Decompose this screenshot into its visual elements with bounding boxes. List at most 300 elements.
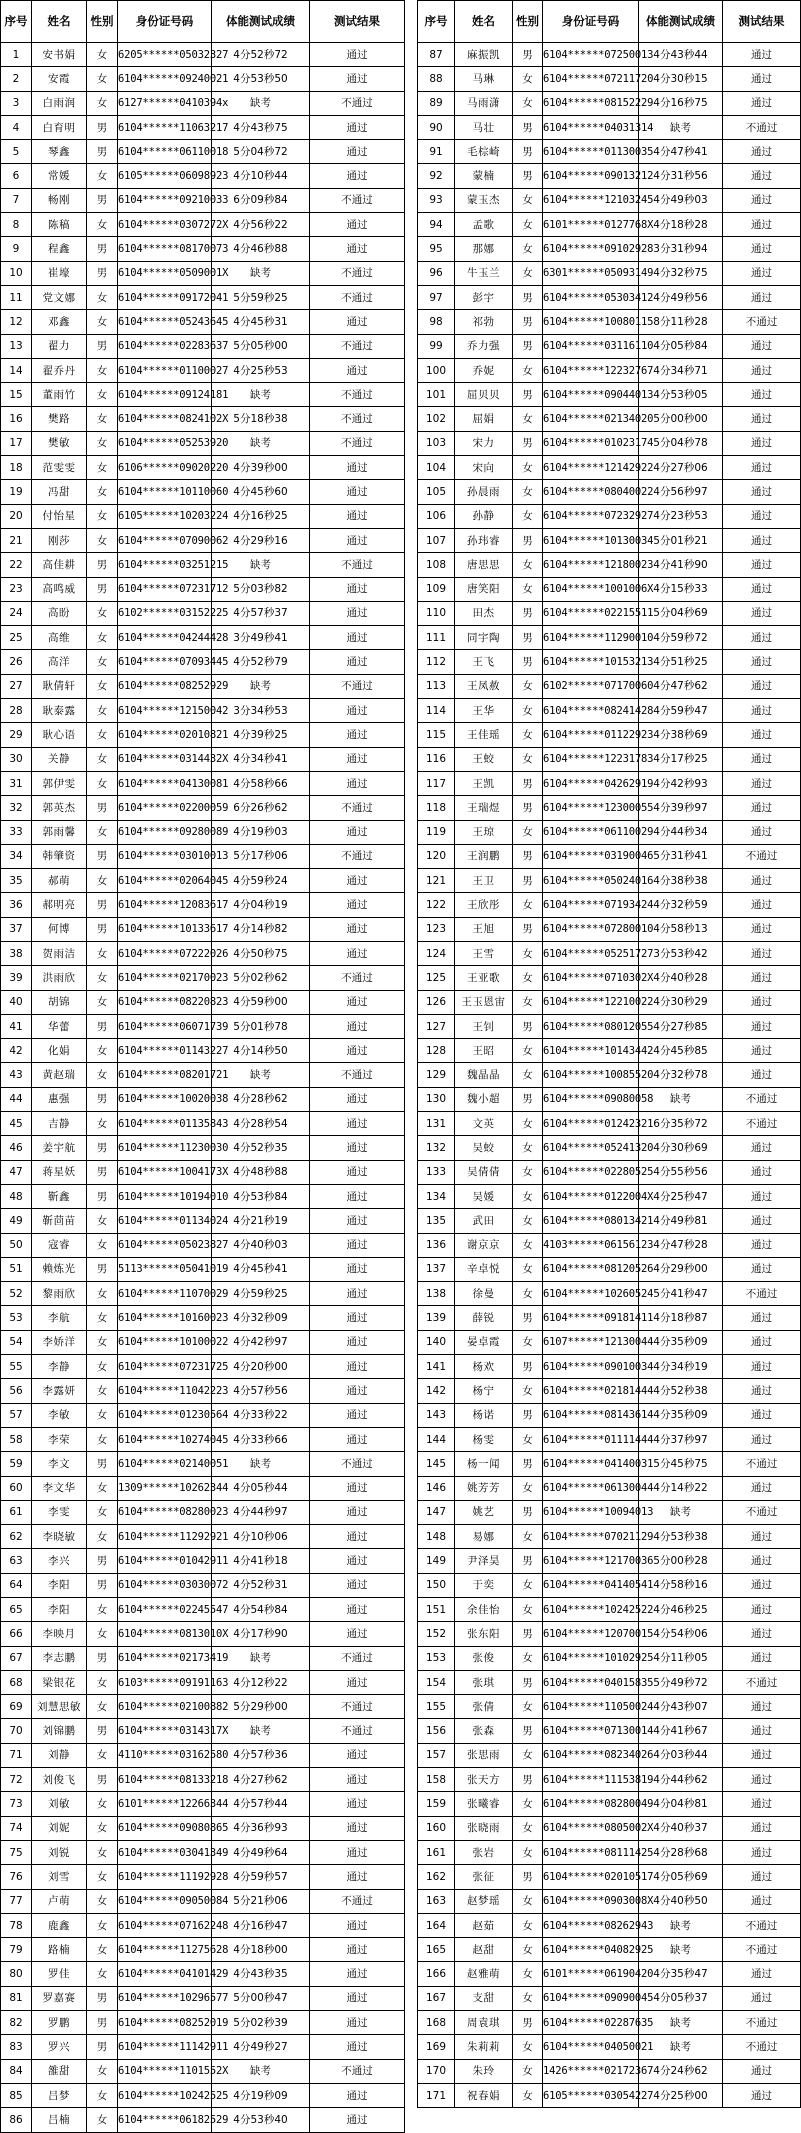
- row-score: 4分30秒15: [639, 67, 723, 91]
- table-row: [418, 2011, 801, 2035]
- row-score: 4分32秒78: [639, 1063, 723, 1087]
- row-gender: 女: [87, 431, 118, 455]
- row-gender: 女: [87, 1865, 118, 1889]
- row-id-number: 6104******09124181: [118, 383, 212, 407]
- row-seq: 148: [418, 1525, 455, 1549]
- row-seq: 44: [1, 1087, 32, 1111]
- row-score: 8分11秒28: [639, 310, 723, 334]
- row-seq: 163: [418, 1889, 455, 1913]
- table-row: [1, 1695, 405, 1719]
- row-seq: 165: [418, 1938, 455, 1962]
- row-id-number: 6107******12130044: [543, 1330, 639, 1354]
- row-gender: 女: [87, 1792, 118, 1816]
- row-score: 4分40秒28: [639, 966, 723, 990]
- row-id-number: 6104******08111425: [543, 1840, 639, 1864]
- row-name: 李兴: [32, 1549, 87, 1573]
- row-result: 通过: [310, 1598, 405, 1622]
- row-name: 于奕: [455, 1573, 513, 1597]
- row-gender: 女: [513, 990, 543, 1014]
- row-seq: 147: [418, 1500, 455, 1524]
- row-result: 通过: [310, 1379, 405, 1403]
- row-seq: 166: [418, 1962, 455, 1986]
- row-score: 4分48秒88: [212, 1160, 310, 1184]
- row-name: 王华: [455, 699, 513, 723]
- row-id-number: 6104******02100882: [118, 1695, 212, 1719]
- row-gender: 男: [513, 334, 543, 358]
- table-row: [1, 383, 405, 407]
- row-score: 4分43秒75: [212, 115, 310, 139]
- row-gender: 男: [513, 650, 543, 674]
- row-gender: 女: [87, 869, 118, 893]
- row-result: 通过: [310, 1184, 405, 1208]
- row-result: 通过: [310, 358, 405, 382]
- row-score: 缺考: [212, 1452, 310, 1476]
- row-result: 通过: [310, 115, 405, 139]
- row-name: 罗佳: [32, 1962, 87, 1986]
- row-score: 3分34秒53: [212, 699, 310, 723]
- row-score: 5分04秒69: [639, 601, 723, 625]
- row-score: 6分09秒84: [212, 188, 310, 212]
- row-name: 赵梦瑶: [455, 1889, 513, 1913]
- table-row: [1, 43, 405, 67]
- row-name: 李敏: [32, 1403, 87, 1427]
- row-id-number: 6104******10143442: [543, 1039, 639, 1063]
- row-seq: 76: [1, 1865, 32, 1889]
- row-result: 通过: [723, 285, 801, 309]
- table-row: [1, 1743, 405, 1767]
- row-id-number: 6101******0127768X: [543, 213, 639, 237]
- row-score: 4分35秒09: [639, 1330, 723, 1354]
- row-gender: 男: [87, 553, 118, 577]
- row-gender: 女: [87, 650, 118, 674]
- table-row: [418, 723, 801, 747]
- row-id-number: 6104******11230030: [118, 1136, 212, 1160]
- row-score: 缺考: [639, 1087, 723, 1111]
- row-name: 王瑞煜: [455, 796, 513, 820]
- row-gender: 女: [513, 188, 543, 212]
- row-result: 通过: [723, 1403, 801, 1427]
- row-id-number: 6104******12232767: [543, 358, 639, 382]
- row-seq: 140: [418, 1330, 455, 1354]
- row-gender: 女: [87, 2083, 118, 2107]
- row-gender: 女: [513, 1646, 543, 1670]
- row-seq: 110: [418, 601, 455, 625]
- table-row: [1, 1427, 405, 1451]
- row-id-number: 6104******11153819: [543, 1768, 639, 1792]
- row-result: 通过: [723, 990, 801, 1014]
- row-gender: 女: [513, 407, 543, 431]
- row-id-number: 6104******1101552X: [118, 2059, 212, 2083]
- row-gender: 男: [87, 237, 118, 261]
- row-name: 李文: [32, 1452, 87, 1476]
- row-score: 4分58秒66: [212, 771, 310, 795]
- table-row: [418, 990, 801, 1014]
- table-row: [1, 2035, 405, 2059]
- row-seq: 63: [1, 1549, 32, 1573]
- row-seq: 124: [418, 941, 455, 965]
- row-result: 通过: [723, 1598, 801, 1622]
- row-seq: 13: [1, 334, 32, 358]
- row-name: 郝萌: [32, 869, 87, 893]
- row-score: 4分49秒81: [639, 1209, 723, 1233]
- table-row: [1, 723, 405, 747]
- row-seq: 113: [418, 674, 455, 698]
- table-row: [1, 1719, 405, 1743]
- row-seq: 3: [1, 91, 32, 115]
- table-row: [418, 1087, 801, 1111]
- row-name: 宋力: [455, 431, 513, 455]
- header-name: 姓名: [32, 1, 87, 43]
- row-id-number: 6104******12070015: [543, 1622, 639, 1646]
- row-seq: 21: [1, 528, 32, 552]
- row-id-number: 6104******10085520: [543, 1063, 639, 1087]
- row-result: 不通过: [310, 2059, 405, 2083]
- table-row: [418, 1209, 801, 1233]
- row-score: 4分57秒56: [212, 1379, 310, 1403]
- row-score: 缺考: [212, 2059, 310, 2083]
- row-seq: 151: [418, 1598, 455, 1622]
- row-result: 通过: [723, 164, 801, 188]
- row-seq: 59: [1, 1452, 32, 1476]
- row-id-number: 6104******01100027: [118, 358, 212, 382]
- row-name: 高维: [32, 626, 87, 650]
- row-id-number: 6104******10160023: [118, 1306, 212, 1330]
- table-row: [1, 1622, 405, 1646]
- row-name: 马琳: [455, 67, 513, 91]
- row-score: 4分24秒62: [639, 2059, 723, 2083]
- row-id-number: 6104******12210022: [543, 990, 639, 1014]
- row-name: 张思雨: [455, 1743, 513, 1767]
- row-gender: 女: [87, 820, 118, 844]
- row-id-number: 6104******08241428: [543, 699, 639, 723]
- table-row: [418, 1840, 801, 1864]
- row-gender: 男: [513, 626, 543, 650]
- row-id-number: 6104******01122923: [543, 723, 639, 747]
- row-seq: 16: [1, 407, 32, 431]
- row-seq: 64: [1, 1573, 32, 1597]
- table-row: [1, 2011, 405, 2035]
- row-name: 李文华: [32, 1476, 87, 1500]
- row-seq: 92: [418, 164, 455, 188]
- row-gender: 女: [87, 941, 118, 965]
- table-row: [1, 1330, 405, 1354]
- row-result: 不通过: [310, 966, 405, 990]
- table-row: [418, 188, 801, 212]
- row-name: 洪雨欣: [32, 966, 87, 990]
- row-id-number: 4110******03162580: [118, 1743, 212, 1767]
- table-header-row: [418, 1, 801, 43]
- row-seq: 61: [1, 1500, 32, 1524]
- row-result: 不通过: [310, 844, 405, 868]
- table-row: [418, 966, 801, 990]
- row-seq: 27: [1, 674, 32, 698]
- row-gender: 男: [513, 1403, 543, 1427]
- row-score: 缺考: [639, 1913, 723, 1937]
- row-score: 5分18秒38: [212, 407, 310, 431]
- row-seq: 49: [1, 1209, 32, 1233]
- row-result: 不通过: [723, 1938, 801, 1962]
- row-name: 唐笑阳: [455, 577, 513, 601]
- table-row: [418, 650, 801, 674]
- row-score: 4分35秒47: [639, 1962, 723, 1986]
- row-score: 5分01秒21: [639, 528, 723, 552]
- row-result: 不通过: [723, 1913, 801, 1937]
- table-row: [418, 1112, 801, 1136]
- row-score: 缺考: [212, 383, 310, 407]
- row-result: 通过: [310, 820, 405, 844]
- row-score: 4分47秒41: [639, 140, 723, 164]
- row-seq: 99: [418, 334, 455, 358]
- row-name: 姚艺: [455, 1500, 513, 1524]
- row-id-number: 6104******02280525: [543, 1160, 639, 1184]
- row-gender: 女: [513, 480, 543, 504]
- row-name: 马壮: [455, 115, 513, 139]
- row-gender: 女: [87, 1816, 118, 1840]
- row-score: 4分28秒68: [639, 1840, 723, 1864]
- row-score: 5分00秒28: [639, 1549, 723, 1573]
- row-seq: 141: [418, 1355, 455, 1379]
- row-gender: 男: [87, 261, 118, 285]
- row-name: 王钊: [455, 1014, 513, 1038]
- table-row: [418, 1452, 801, 1476]
- table-row: [1, 796, 405, 820]
- row-score: 3分31秒94: [639, 237, 723, 261]
- row-seq: 6: [1, 164, 32, 188]
- table-row: [1, 2083, 405, 2107]
- row-name: 王旭: [455, 917, 513, 941]
- row-gender: 女: [513, 1792, 543, 1816]
- row-name: 李航: [32, 1306, 87, 1330]
- row-gender: 女: [87, 456, 118, 480]
- row-seq: 12: [1, 310, 32, 334]
- row-gender: 男: [513, 1719, 543, 1743]
- row-name: 樊路: [32, 407, 87, 431]
- row-seq: 34: [1, 844, 32, 868]
- row-gender: 女: [87, 358, 118, 382]
- row-name: 王飞: [455, 650, 513, 674]
- row-gender: 女: [513, 1743, 543, 1767]
- table-row: [418, 577, 801, 601]
- row-gender: 女: [87, 699, 118, 723]
- row-score: 4分58秒16: [639, 1573, 723, 1597]
- row-gender: 女: [513, 213, 543, 237]
- row-seq: 85: [1, 2083, 32, 2107]
- row-gender: 男: [513, 310, 543, 334]
- row-id-number: 6104******06071739: [118, 1014, 212, 1038]
- row-name: 余佳怡: [455, 1598, 513, 1622]
- row-result: 不通过: [723, 1282, 801, 1306]
- row-name: 李映月: [32, 1622, 87, 1646]
- row-seq: 153: [418, 1646, 455, 1670]
- row-result: 通过: [310, 1355, 405, 1379]
- row-id-number: 6104******04031314: [543, 115, 639, 139]
- row-id-number: 6104******10130034: [543, 528, 639, 552]
- row-id-number: 6104******0509001X: [118, 261, 212, 285]
- row-gender: 女: [513, 820, 543, 844]
- row-result: 不通过: [723, 1670, 801, 1694]
- table-row: [418, 237, 801, 261]
- table-row: [418, 1525, 801, 1549]
- row-score: 4分04秒81: [639, 1792, 723, 1816]
- row-id-number: 6104******08120526: [543, 1257, 639, 1281]
- row-gender: 女: [87, 723, 118, 747]
- row-result: 通过: [310, 1865, 405, 1889]
- row-score: 5分02秒62: [212, 966, 310, 990]
- row-name: 张曦睿: [455, 1792, 513, 1816]
- table-row: [418, 1670, 801, 1694]
- row-id-number: 6104******08220823: [118, 990, 212, 1014]
- row-result: 通过: [310, 1282, 405, 1306]
- row-seq: 96: [418, 261, 455, 285]
- row-id-number: 6104******0710302X: [543, 966, 639, 990]
- row-id-number: 6104******03030072: [118, 1573, 212, 1597]
- row-id-number: 6104******08234026: [543, 1743, 639, 1767]
- row-seq: 152: [418, 1622, 455, 1646]
- table-row: [1, 577, 405, 601]
- row-score: 4分47秒62: [639, 674, 723, 698]
- row-score: 5分01秒78: [212, 1014, 310, 1038]
- row-seq: 68: [1, 1670, 32, 1694]
- row-gender: 女: [513, 1330, 543, 1354]
- row-seq: 15: [1, 383, 32, 407]
- row-score: 缺考: [639, 115, 723, 139]
- row-result: 通过: [723, 893, 801, 917]
- row-score: 4分44秒97: [212, 1500, 310, 1524]
- row-seq: 137: [418, 1257, 455, 1281]
- table-row: [1, 747, 405, 771]
- row-name: 付怡星: [32, 504, 87, 528]
- row-seq: 79: [1, 1938, 32, 1962]
- row-score: 4分25秒53: [212, 358, 310, 382]
- row-name: 蒙玉杰: [455, 188, 513, 212]
- row-gender: 男: [87, 893, 118, 917]
- row-result: 通过: [723, 796, 801, 820]
- table-row: [418, 1865, 801, 1889]
- row-id-number: 6106******09020220: [118, 456, 212, 480]
- row-id-number: 6104******12150042: [118, 699, 212, 723]
- row-seq: 43: [1, 1063, 32, 1087]
- row-result: 通过: [310, 1670, 405, 1694]
- row-seq: 58: [1, 1427, 32, 1451]
- row-score: 4分19秒09: [212, 2083, 310, 2107]
- row-seq: 118: [418, 796, 455, 820]
- row-seq: 40: [1, 990, 32, 1014]
- row-result: 通过: [723, 723, 801, 747]
- row-gender: 女: [87, 1476, 118, 1500]
- row-score: 4分25秒00: [639, 2083, 723, 2107]
- row-id-number: 6104******02010821: [118, 723, 212, 747]
- row-score: 4分18秒28: [639, 213, 723, 237]
- row-id-number: 6104******02287635: [543, 2011, 639, 2035]
- table-row: [1, 431, 405, 455]
- row-score: 4分14秒50: [212, 1039, 310, 1063]
- row-gender: 女: [513, 553, 543, 577]
- row-id-number: 6104******11063217: [118, 115, 212, 139]
- row-result: 不通过: [310, 1889, 405, 1913]
- table-row: [418, 1646, 801, 1670]
- row-seq: 94: [418, 213, 455, 237]
- table-row: [1, 1160, 405, 1184]
- row-seq: 36: [1, 893, 32, 917]
- row-name: 张俊: [455, 1646, 513, 1670]
- row-name: 董雨竹: [32, 383, 87, 407]
- table-row: [1, 2059, 405, 2083]
- row-score: 4分28秒54: [212, 1112, 310, 1136]
- row-gender: 女: [87, 1039, 118, 1063]
- row-gender: 男: [513, 2011, 543, 2035]
- row-id-number: 6104******09280089: [118, 820, 212, 844]
- row-gender: 女: [87, 528, 118, 552]
- row-score: 4分57秒44: [212, 1792, 310, 1816]
- row-score: 4分53秒05: [639, 383, 723, 407]
- row-seq: 127: [418, 1014, 455, 1038]
- row-gender: 女: [87, 966, 118, 990]
- row-gender: 女: [87, 1233, 118, 1257]
- row-name: 郝明亮: [32, 893, 87, 917]
- row-gender: 男: [513, 528, 543, 552]
- table-row: [418, 601, 801, 625]
- row-name: 王雪: [455, 941, 513, 965]
- row-seq: 120: [418, 844, 455, 868]
- row-gender: 女: [513, 1427, 543, 1451]
- row-seq: 1: [1, 43, 32, 67]
- row-gender: 女: [87, 1670, 118, 1694]
- row-gender: 女: [513, 1257, 543, 1281]
- row-score: 4分43秒35: [212, 1962, 310, 1986]
- row-seq: 93: [418, 188, 455, 212]
- row-seq: 87: [418, 43, 455, 67]
- row-gender: 男: [513, 796, 543, 820]
- row-id-number: 6104******0813010X: [118, 1622, 212, 1646]
- row-name: 孙晨雨: [455, 480, 513, 504]
- row-score: 4分30秒29: [639, 990, 723, 1014]
- row-result: 不通过: [310, 674, 405, 698]
- row-gender: 女: [87, 310, 118, 334]
- row-name: 高佳耕: [32, 553, 87, 577]
- table-row: [1, 1938, 405, 1962]
- table-row: [418, 91, 801, 115]
- row-name: 程鑫: [32, 237, 87, 261]
- table-row: [418, 699, 801, 723]
- row-name: 杨诺: [455, 1403, 513, 1427]
- table-row: [1, 480, 405, 504]
- table-row: [1, 188, 405, 212]
- table-row: [418, 1816, 801, 1840]
- row-id-number: 6104******11292921: [118, 1525, 212, 1549]
- row-seq: 60: [1, 1476, 32, 1500]
- row-name: 罗兴: [32, 2035, 87, 2059]
- row-id-number: 6104******10110060: [118, 480, 212, 504]
- row-gender: 男: [513, 140, 543, 164]
- row-result: 通过: [723, 1209, 801, 1233]
- table-row: [418, 528, 801, 552]
- row-id-number: 6104******09240021: [118, 67, 212, 91]
- row-gender: 女: [87, 1598, 118, 1622]
- row-name: 刘锐: [32, 1840, 87, 1864]
- table-row: [1, 1184, 405, 1208]
- row-gender: 男: [87, 1452, 118, 1476]
- row-name: 靳茴苗: [32, 1209, 87, 1233]
- row-id-number: 6104******10242525: [118, 2083, 212, 2107]
- table-row: [1, 1403, 405, 1427]
- table-row: [418, 1792, 801, 1816]
- row-gender: 男: [87, 1087, 118, 1111]
- row-score: 4分46秒88: [212, 237, 310, 261]
- row-id-number: 6104******10260524: [543, 1282, 639, 1306]
- row-gender: 女: [87, 480, 118, 504]
- row-score: 5分05秒00: [212, 334, 310, 358]
- row-score: 4分35秒09: [639, 1403, 723, 1427]
